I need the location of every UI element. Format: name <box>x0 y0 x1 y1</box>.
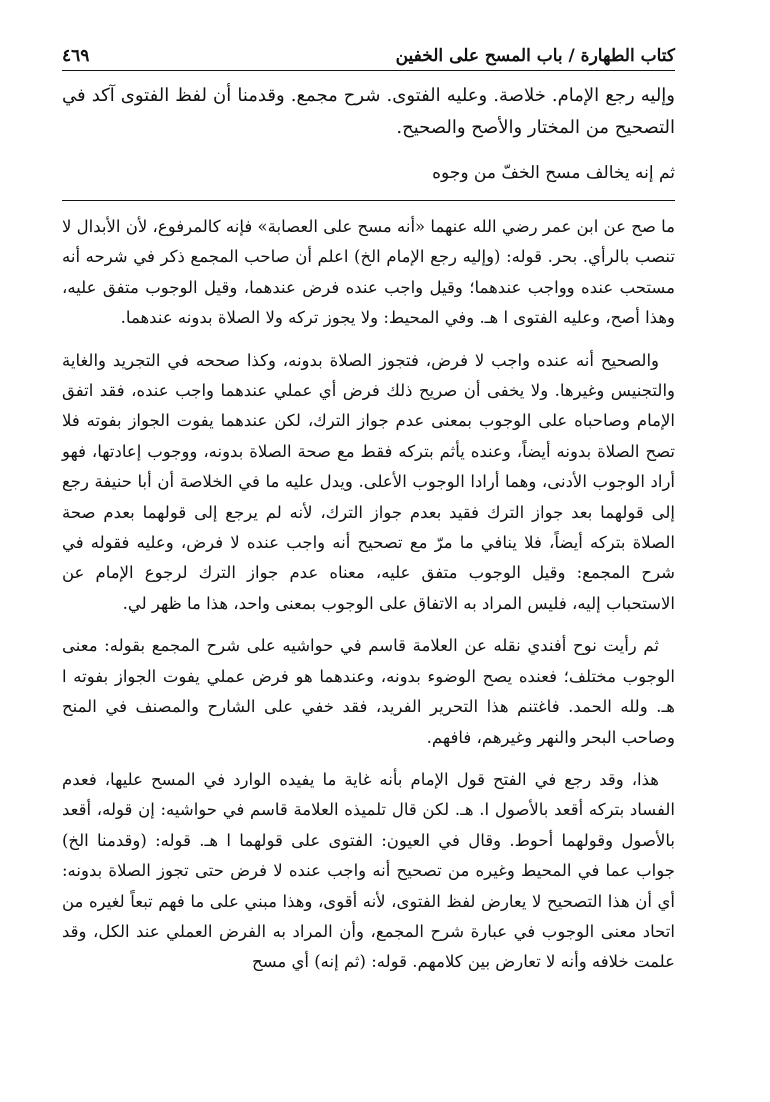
commentary-paragraph-4: هذا، وقد رجع في الفتح قول الإمام بأنه غاية ما يفيده الوارد في المسح عليها، فعدم الفساد بتركه أقعد بالأصول ا. هـ. لكن قال تلميذه العلامة قاسم في حواشيه: إن قوله، أقعد بالأصول وقولهما أحوط. وقال في العيون: الفتوى على قولهما ا هـ. قوله: (وقدمنا الخ) جواب عما في المحيط وغيره من تصحيح أنه واجب عنده لا فرض حتى تجوز الصلاة بدونه: أي أن هذا التصحيح لا يعارض لفظ الفتوى، لأنه أقوى، وهذا مبني على ما فهم تبعاً لغيره من اتحاد معنى الوجوب في عبارة شرح المجمع، وأن المراد به الفرض العملي عند الكل، وقد علمت خلافه وأنه لا تعارض بين كلامهم. قوله: (ثم إنه) أي مسح <box>62 769 675 972</box>
commentary-paragraph-3: ثم رأيت نوح أفندي نقله عن العلامة قاسم في حواشيه على شرح المجمع بقوله: معنى الوجوب مختلف؛ فعنده يصح الوضوء بدونه، وعندهما هو فرض عملي يفوت الجواز بفوته ا هـ. ولله الحمد. فاغتنم هذا التحرير الفريد، فقد خفي على الشارح والمصنف في المنح وصاحب البحر والنهر وغيرهم، فافهم. <box>62 636 675 747</box>
header-rule <box>62 70 675 71</box>
commentary-paragraph-1: ما صح عن ابن عمر رضي الله عنهما «أنه مسح على العصابة» فإنه كالمرفوع، لأن الأبدال لا تنصب بالرأي. بحر. قوله: (وإليه رجع الإمام الخ) اعلم أن صاحب المجمع ذكر في شرحه أنه مستحب عنده وواجب عندهما؛ وقيل واجب عنده فرض عندهما، وقيل الوجوب متفق عليه، وهذا أصح، وعليه الفتوى ا هـ. وفي المحيط: ولا يجوز تركه ولا الصلاة بدونه عندهما. <box>62 217 675 328</box>
page-header <box>62 40 675 66</box>
main-text-paragraph: وإليه رجع الإمام. خلاصة. وعليه الفتوى. شرح مجمع. وقدمنا أن لفظ الفتوى آكد في التصحيح من المختار والأصح والصحيح. <box>62 85 675 138</box>
commentary-section <box>62 212 675 990</box>
main-text-subheading: ثم إنه يخالف مسح الخفّ من وجوه <box>432 163 675 183</box>
page-number: ٤٦٩ <box>62 46 90 66</box>
commentary-divider <box>62 200 675 201</box>
commentary-paragraph-2: والصحيح أنه عنده واجب لا فرض، فتجوز الصلاة بدونه، وكذا صححه في التجريد والغاية والتجنيس وغيرها. ولا يخفى أن صريح ذلك فرض أي عملي عندهما واجب عنده، فقد اتفق الإمام وصاحباه على الوجوب بمعنى عدم جواز الترك، لكن عندهما يفوت الجواز بفوته فلا تصح الصلاة بدونه أيضاً، وعنده يأثم بتركه فقط مع صحة الصلاة بدونه، ووجوب إعادتها، فهو أراد الوجوب الأدنى، وهما أرادا الوجوب الأعلى. ويدل عليه ما في الخلاصة أن أبا حنيفة رجع إلى قولهما بعد جواز الترك فقيد بعدم جواز الترك، لأنه لم يرجع إلى قولهما بعدم صحة الصلاة بتركه أيضاً، فلا ينافي ما مرّ مع تصحيح أنه واجب عنده لا فرض، وعليه فقوله في شرح المجمع: وقيل الوجوب متفق عليه، معناه عدم جواز الترك لرجوع الإمام عن الاستحباب إليه، فليس المراد به الاتفاق على الوجوب بمعنى واحد، هذا ما ظهر لي. <box>62 350 675 613</box>
running-title: كتاب الطهارة / باب المسح على الخفين <box>395 46 675 66</box>
